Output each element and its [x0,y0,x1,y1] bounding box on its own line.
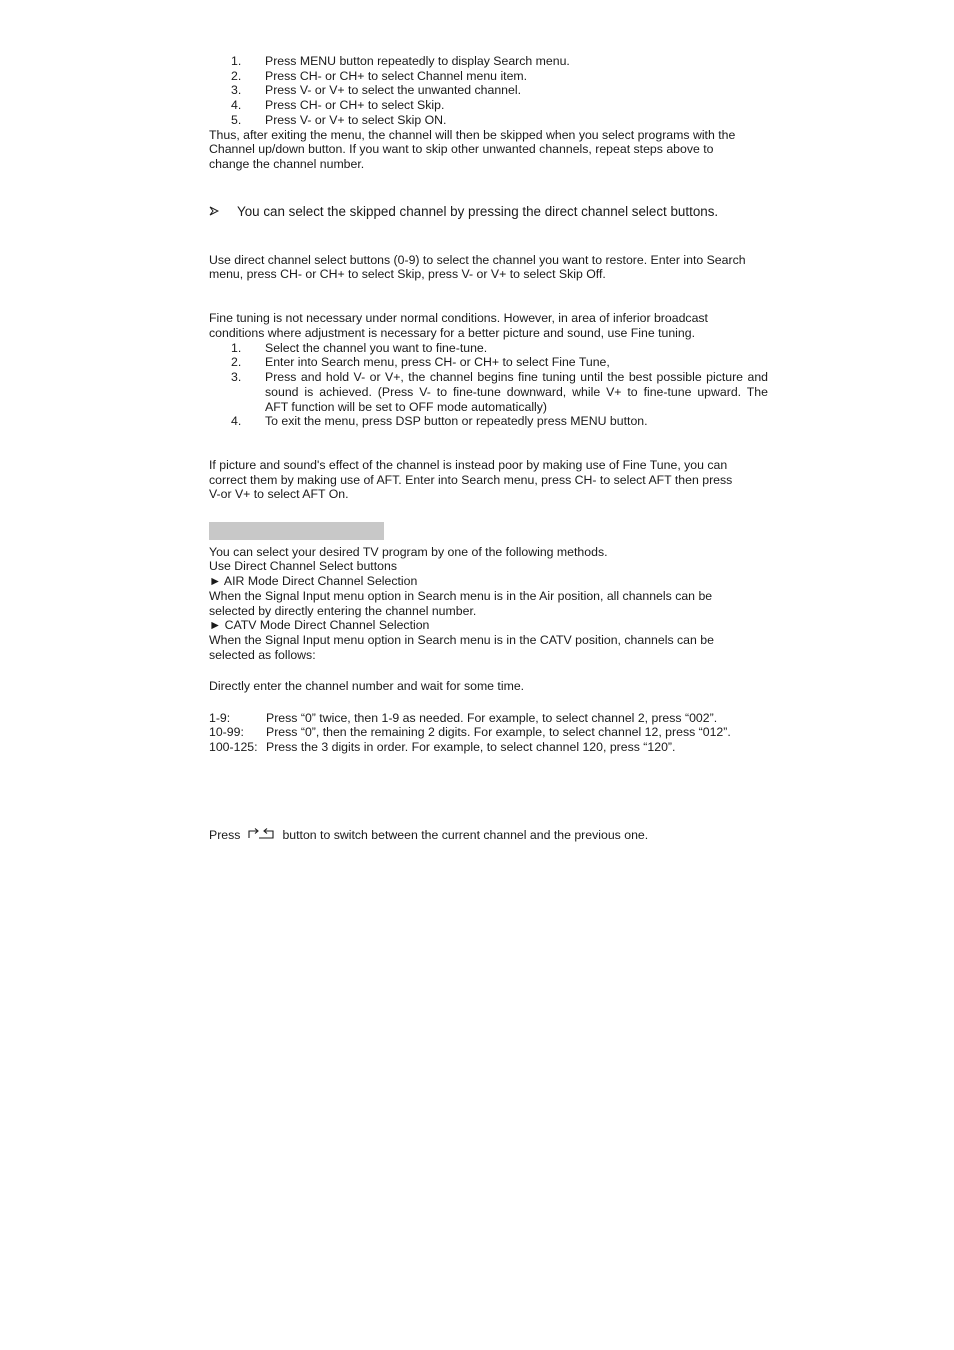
range-text: Press the 3 digits in order. For example, to select channel 120, press “120”. [266,740,676,754]
paragraph-line: When the Signal Input menu option in Search menu is in the CATV position, channels can be [209,633,714,647]
range-label: 1-9: [209,711,231,725]
step-number: 4. [231,98,242,112]
step-text: Press V- or V+ to select the unwanted channel. [265,83,521,97]
previous-channel-icon [246,827,276,844]
paragraph-line: When the Signal Input menu option in Search menu is in the Air position, all channels can be [209,589,713,603]
paragraph-line: menu, press CH- or CH+ to select Skip, press V- or V+ to select Skip Off. [209,267,606,281]
step-text: sound is achieved. (Press V- to fine-tune downward, while V+ to fine-tune upward. The [265,385,768,399]
step-text: Select the channel you want to fine-tune. [265,341,488,355]
step-text: To exit the menu, press DSP button or repeatedly press MENU button. [265,414,648,428]
step-number: 3. [231,370,242,384]
bullet-note-text: You can select the skipped channel by pressing the direct channel select buttons. [237,204,719,219]
paragraph-line: Use Direct Channel Select buttons [209,559,397,573]
step-number: 1. [231,54,242,68]
step-text: Press and hold V- or V+, the channel begins fine tuning until the best possible picture and [265,370,768,384]
paragraph-line: ► CATV Mode Direct Channel Selection [209,618,430,632]
bullet-note [209,203,718,221]
section-heading-bar [209,522,384,540]
step-number: 2. [231,69,242,83]
step-number: 1. [231,341,242,355]
step-text: AFT function will be set to OFF mode automatically) [265,400,548,414]
step-text: Press MENU button repeatedly to display Search menu. [265,54,570,68]
paragraph-line: Fine tuning is not necessary under normal conditions. However, in area of inferior broadcast [209,311,708,325]
step-text: Enter into Search menu, press CH- or CH+ to select Fine Tune, [265,355,610,369]
paragraph-line: conditions where adjustment is necessary for a better picture and sound, use Fine tuning. [209,326,696,340]
step-text: Press CH- or CH+ to select Skip. [265,98,445,112]
range-text: Press “0” twice, then 1-9 as needed. For example, to select channel 2, press “002”. [266,711,718,725]
paragraph-line: correct them by making use of AFT. Enter into Search menu, press CH- to select AFT then press [209,473,733,487]
previous-text-before: Press [209,828,241,842]
step-number: 5. [231,113,242,127]
paragraph-line: V-or V+ to select AFT On. [209,487,349,501]
arrow-bullet-icon [209,204,237,221]
step-text: Press CH- or CH+ to select Channel menu item. [265,69,528,83]
range-label: 10-99: [209,725,244,739]
range-text: Press “0”, then the remaining 2 digits. For example, to select channel 12, press “012”. [266,725,731,739]
paragraph-line: If picture and sound's effect of the channel is instead poor by making use of Fine Tune, you can [209,458,728,472]
paragraph-line: Channel up/down button. If you want to skip other unwanted channels, repeat steps above to [209,142,714,156]
range-label: 100-125: [209,740,258,754]
step-number: 4. [231,414,242,428]
paragraph-line: selected as follows: [209,648,316,662]
step-number: 3. [231,83,242,97]
previous-text-after: button to switch between the current channel and the previous one. [282,828,649,842]
previous-channel-line [209,827,648,844]
paragraph-line: ► AIR Mode Direct Channel Selection [209,574,418,588]
paragraph-line: You can select your desired TV program by one of the following methods. [209,545,608,559]
paragraph-line: Thus, after exiting the menu, the channel will then be skipped when you select programs with the [209,128,736,142]
paragraph-line: Use direct channel select buttons (0-9) to select the channel you want to restore. Enter into Search [209,253,746,267]
direct-enter-text: Directly enter the channel number and wait for some time. [209,679,525,693]
paragraph-line: selected by directly entering the channel number. [209,604,477,618]
step-text: Press V- or V+ to select Skip ON. [265,113,447,127]
paragraph-line: change the channel number. [209,157,365,171]
step-number: 2. [231,355,242,369]
